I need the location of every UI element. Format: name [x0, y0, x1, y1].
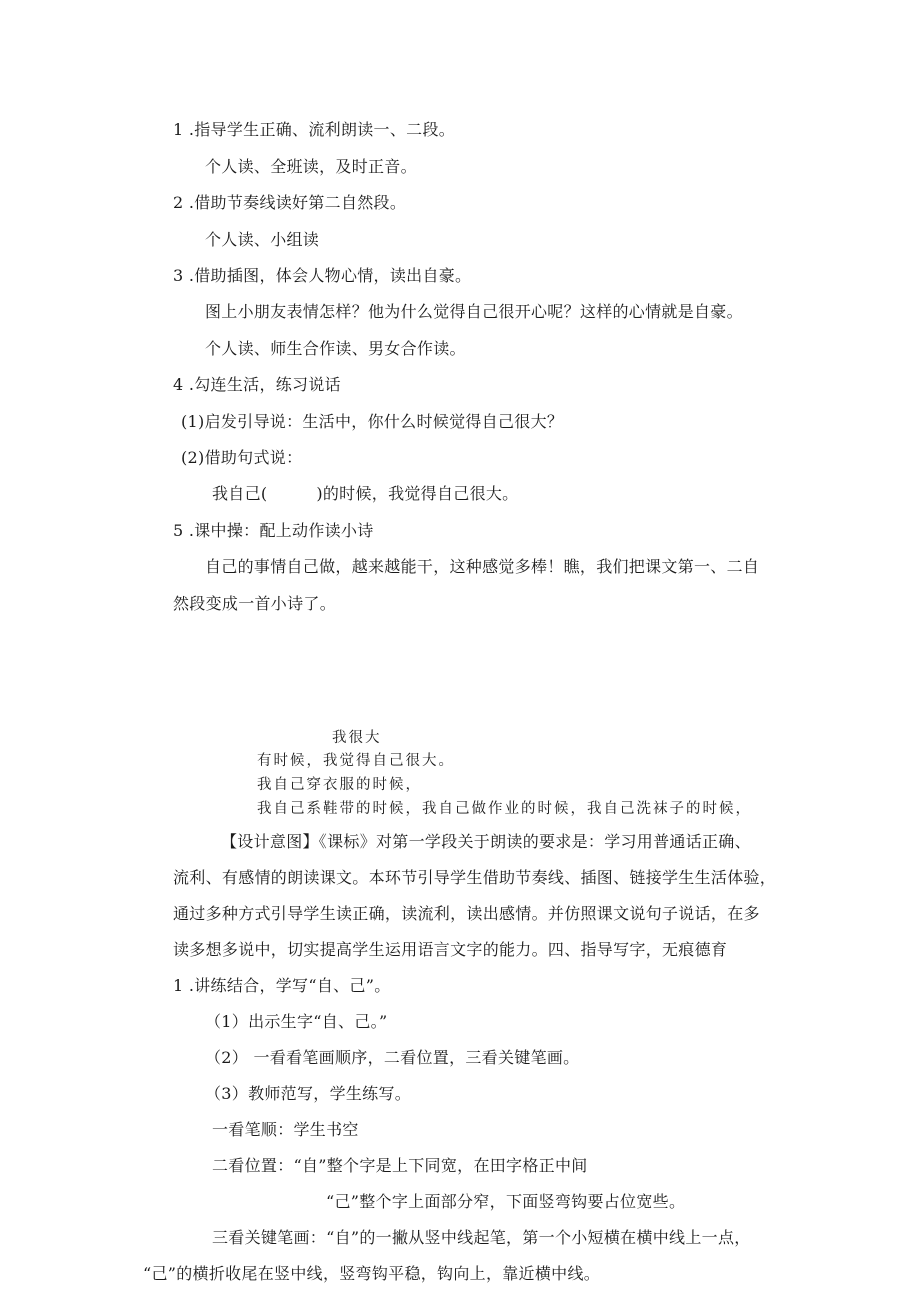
poem-line-1: 有时候，我觉得自己很大。	[257, 753, 455, 769]
writing-step-1: 1 .讲练结合，学写“自、己”。	[173, 976, 391, 995]
reading-step-3-note-1: 图上小朋友表情怎样？他为什么觉得自己很开心呢？这样的心情就是自豪。	[205, 302, 743, 321]
reading-step-5: 5 .课中操：配上动作读小诗	[173, 521, 374, 540]
writing-stroke-order: 一看笔顺：学生书空	[212, 1120, 359, 1139]
reading-step-5-paragraph-line-1: 自己的事情自己做，越来越能干，这种感觉多棒！瞧，我们把课文第一、二自	[205, 557, 760, 576]
reading-step-2: 2 .借助节奏线读好第二自然段。	[173, 193, 407, 212]
writing-key-strokes-line-2: “己”的横折收尾在竖中线，竖弯钩平稳，钩向上，靠近横中线。	[143, 1264, 601, 1283]
poem-line-2: 我自己穿衣服的时候，	[257, 777, 422, 793]
writing-key-strokes-line-1: 三看关键笔画：“自”的一撇从竖中线起笔，第一个小短横在横中线上一点，	[212, 1228, 751, 1247]
reading-step-4: 4 .勾连生活，练习说话	[173, 375, 341, 394]
design-intent-line-1: 【设计意图】《课标》对第一学段关于朗读的要求是：学习用普通话正确、	[221, 832, 751, 851]
reading-step-1: 1 .指导学生正确、流利朗读一、二段。	[173, 120, 456, 139]
writing-position-line-2: “己”整个字上面部分窄，下面竖弯钩要占位宽些。	[326, 1192, 686, 1211]
reading-step-4-sub-2: (2)借助句式说：	[181, 448, 303, 467]
writing-sub-1: （1）出示生字“自、己。”	[205, 1012, 388, 1031]
reading-step-5-paragraph-line-2: 然段变成一首小诗了。	[173, 594, 337, 613]
reading-step-4-pattern: 我自己( )的时候，我觉得自己很大。	[212, 484, 519, 503]
reading-step-1-note: 个人读、全班读，及时正音。	[205, 157, 417, 176]
poem-line-3: 我自己系鞋带的时候，我自己做作业的时候，我自己洗袜子的时候，	[257, 801, 752, 817]
reading-step-3-note-2: 个人读、师生合作读、男女合作读。	[205, 339, 466, 358]
design-intent-line-4: 读多想多说中，切实提高学生运用语言文字的能力。四、指导写字，无痕德育	[173, 940, 728, 959]
reading-step-3: 3 .借助插图，体会人物心情，读出自豪。	[173, 266, 472, 285]
poem-title: 我很大	[332, 730, 382, 746]
reading-step-4-sub-1: (1)启发引导说：生活中，你什么时候觉得自己很大？	[181, 412, 564, 431]
reading-step-2-note: 个人读、小组读	[205, 230, 320, 249]
writing-sub-2: （2） 一看看笔画顺序，二看位置，三看关键笔画。	[205, 1048, 580, 1067]
writing-sub-3: （3）教师范写，学生练写。	[205, 1084, 412, 1103]
writing-position-line-1: 二看位置：“自”整个字是上下同宽，在田字格正中间	[212, 1156, 588, 1175]
design-intent-line-3: 通过多种方式引导学生读正确，读流利，读出感情。并仿照课文说句子说话，在多	[173, 904, 760, 923]
design-intent-line-2: 流利、有感情的朗读课文。本环节引导学生借助节奏线、插图、链接学生生活体验，	[173, 868, 777, 887]
